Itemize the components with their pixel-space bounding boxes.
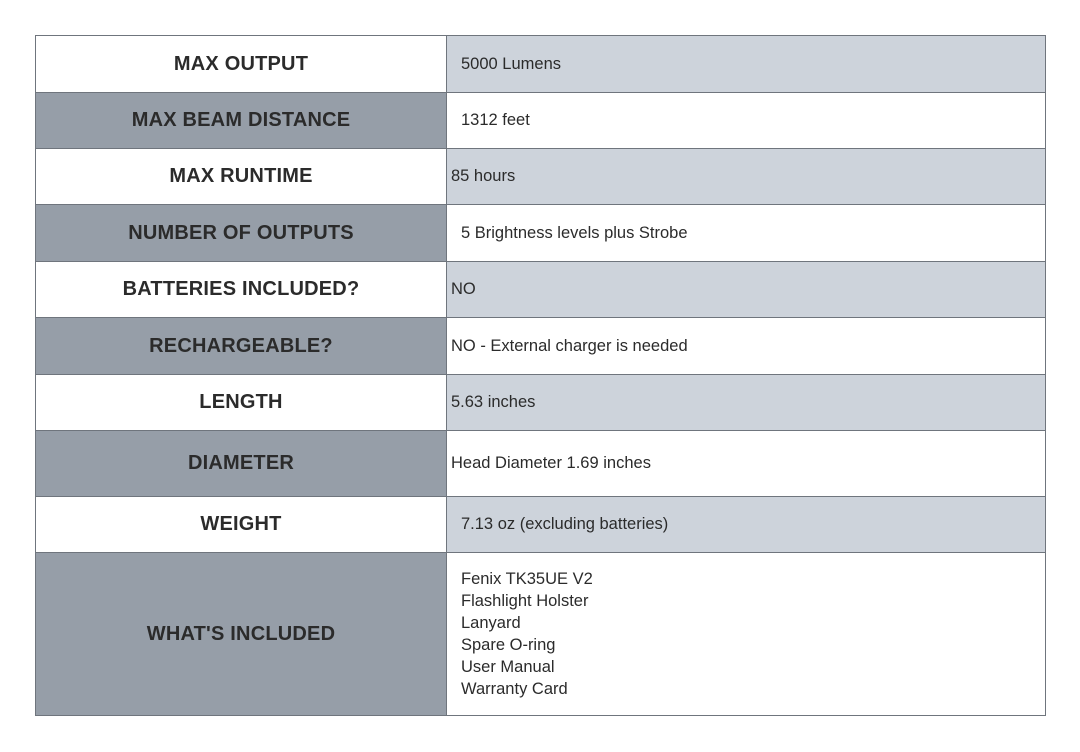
spec-row-max-output: [36, 36, 1046, 93]
list-item: User Manual: [461, 658, 555, 676]
spec-value: 5.63 inches: [447, 375, 1046, 431]
included-items-list: [461, 568, 1045, 700]
spec-row-batteries-included: [36, 262, 1046, 318]
spec-label: WEIGHT: [36, 497, 447, 553]
spec-value: Head Diameter 1.69 inches: [447, 431, 1046, 497]
list-item: Flashlight Holster: [461, 592, 589, 610]
spec-row-weight: [36, 497, 1046, 553]
list-item: Fenix TK35UE V2: [461, 570, 593, 588]
spec-value: 5000 Lumens: [447, 36, 1046, 93]
spec-label: WHAT'S INCLUDED: [36, 553, 447, 716]
spec-row-length: [36, 375, 1046, 431]
spec-value: NO - External charger is needed: [447, 318, 1046, 375]
spec-row-max-runtime: [36, 149, 1046, 205]
spec-value-list: [447, 553, 1046, 716]
spec-label: MAX RUNTIME: [36, 149, 447, 205]
spec-value: 5 Brightness levels plus Strobe: [447, 205, 1046, 262]
spec-label: DIAMETER: [36, 431, 447, 497]
spec-label: NUMBER OF OUTPUTS: [36, 205, 447, 262]
spec-value: NO: [447, 262, 1046, 318]
list-item: Spare O-ring: [461, 636, 556, 654]
spec-value: 1312 feet: [447, 93, 1046, 149]
spec-table: [35, 35, 1046, 716]
list-item: Warranty Card: [461, 680, 568, 698]
spec-label: BATTERIES INCLUDED?: [36, 262, 447, 318]
spec-row-whats-included: [36, 553, 1046, 716]
spec-row-number-of-outputs: [36, 205, 1046, 262]
spec-label: MAX OUTPUT: [36, 36, 447, 93]
spec-row-max-beam-distance: [36, 93, 1046, 149]
spec-label: LENGTH: [36, 375, 447, 431]
list-item: Lanyard: [461, 614, 521, 632]
spec-value: 7.13 oz (excluding batteries): [447, 497, 1046, 553]
spec-value: 85 hours: [447, 149, 1046, 205]
spec-row-rechargeable: [36, 318, 1046, 375]
spec-row-diameter: [36, 431, 1046, 497]
spec-label: RECHARGEABLE?: [36, 318, 447, 375]
spec-label: MAX BEAM DISTANCE: [36, 93, 447, 149]
